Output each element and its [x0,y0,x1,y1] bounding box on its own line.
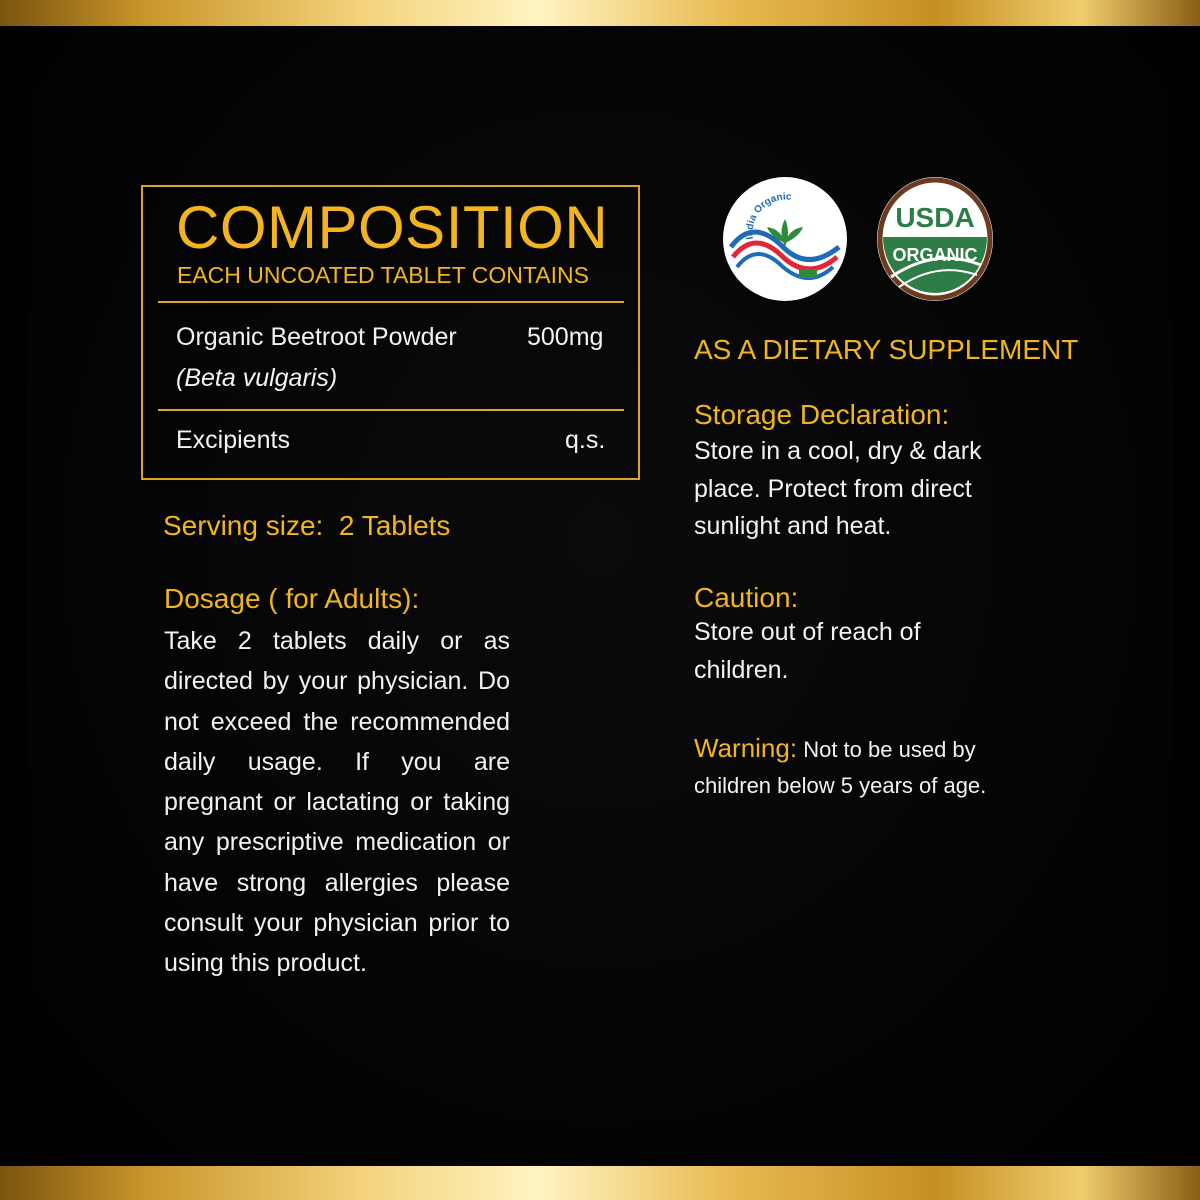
composition-divider-top [158,301,624,303]
ingredient-name: Organic Beetroot Powder [176,323,457,351]
india-organic-emblem-icon [723,177,847,301]
ingredient-latin-name: (Beta vulgaris) [176,364,338,392]
india-organic-logo [723,177,847,301]
composition-title: COMPOSITION [176,194,609,261]
usda-organic-logo-text: ORGANIC [892,245,978,265]
supplement-heading: AS A DIETARY SUPPLEMENT [694,334,1079,365]
caution-text: Store out of reach of children. [694,618,921,684]
usda-organic-logo [877,177,993,301]
usda-organic-seal-icon [877,177,993,301]
warning-block [694,730,1014,804]
storage-heading: Storage Declaration: [694,399,950,430]
excipients-name: Excipients [176,426,290,454]
dosage-heading: Dosage ( for Adults): [164,583,420,614]
ingredient-amount: 500mg [527,323,604,351]
excipients-amount: q.s. [565,426,606,454]
caution-heading: Caution: [694,582,799,613]
composition-subtitle: EACH UNCOATED TABLET CONTAINS [177,262,589,288]
serving-size-value: 2 Tablets [338,510,451,541]
warning-text: Not to be used by children below 5 years of age. [694,737,987,798]
dosage-text: Take 2 tablets daily or as directed by your physician. Do not exceed the recommended daily usage. If you are pregnant or lactating or taking any prescriptive medication or have strong allergies please consult your physician prior to using this product. [164,627,510,978]
serving-size [163,512,450,540]
composition-divider-bottom [158,409,624,411]
warning-label: Warning: [694,733,798,763]
top-gold-border [0,0,1200,26]
serving-size-label: Serving size: [163,510,324,541]
usda-logo-text: USDA [895,202,975,233]
india-organic-logo-text: India Organic [744,191,792,241]
storage-text: Store in a cool, dry & dark place. Protect from direct sunlight and heat. [694,437,982,540]
bottom-gold-border [0,1166,1200,1200]
